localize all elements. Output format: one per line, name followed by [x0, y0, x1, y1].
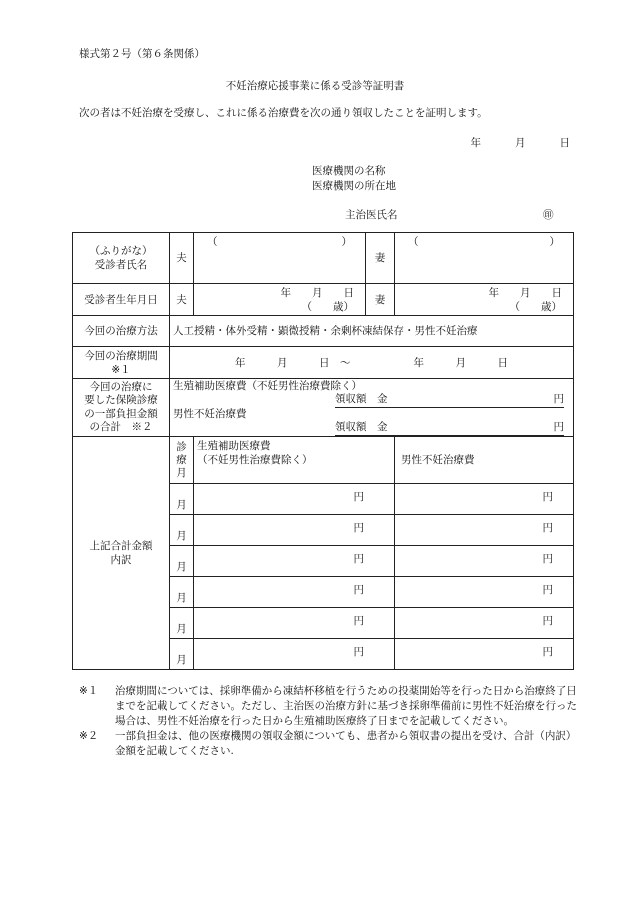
cost-label-line: の一部負担金額 — [84, 407, 158, 420]
paren-open: （ — [408, 236, 419, 248]
date-day: 日 — [559, 137, 570, 149]
patient-name-label: 受診者氏名 — [94, 259, 148, 271]
institution-address-label: 医療機関の所在地 — [312, 180, 396, 192]
male-column-header: 男性不妊治療費 — [395, 437, 574, 484]
husband-name-field[interactable] — [194, 233, 366, 284]
cost-row — [73, 379, 574, 437]
furigana-label: （ふりがな） — [89, 245, 153, 257]
husband-label: 夫 — [170, 233, 194, 284]
period-field[interactable]: 年 月 日 〜 年 月 日 — [170, 347, 574, 379]
wife-dob-field[interactable] — [395, 284, 574, 316]
paren-open: （ — [207, 236, 218, 248]
name-label — [73, 233, 170, 284]
month-label: 月 — [170, 546, 194, 577]
period-row — [73, 347, 574, 379]
breakdown-label-line2: 内訳 — [110, 554, 132, 566]
breakdown-label — [73, 437, 170, 670]
issue-date — [471, 135, 571, 150]
method-label: 今回の治療方法 — [73, 316, 170, 347]
art-amount-cell[interactable]: 円 — [194, 515, 395, 546]
date-month: 月 — [515, 137, 526, 149]
dob-age: （ 歳） — [509, 300, 562, 313]
intro-text: 次の者は不妊治療を受療し、これに係る治療費を次の通り領収したことを証明します。 — [79, 107, 488, 119]
month-label: 月 — [170, 577, 194, 608]
art-amount-cell[interactable]: 円 — [194, 639, 395, 670]
dob-label: 受診者生年月日 — [73, 284, 170, 316]
wife-label: 妻 — [366, 233, 395, 284]
footnote-text: 一部負担金は、他の医療機関の領収金額についても、患者から領収書の提出を受け、合計（内訳）金額を記載してください. — [115, 730, 577, 757]
cost-amount-male — [335, 421, 564, 436]
art-amount-cell[interactable]: 円 — [194, 484, 395, 515]
cost-label-line: 今回の治療に — [89, 380, 153, 393]
certificate-table — [72, 232, 574, 670]
yen-label: 円 — [553, 393, 564, 405]
institution-block — [312, 164, 396, 194]
cost-item-art: 生殖補助医療費（不妊男性治療費除く） — [173, 379, 362, 392]
cost-label-line: 要した保険診療 — [84, 394, 158, 406]
cost-label — [73, 379, 170, 437]
footnotes — [79, 684, 579, 759]
cost-field[interactable] — [170, 379, 574, 437]
wife-name-field[interactable] — [395, 233, 574, 284]
seal-mark: ㊞ — [543, 209, 554, 221]
name-row — [73, 233, 574, 284]
dob-row — [73, 284, 574, 316]
month-label: 月 — [170, 484, 194, 515]
art-header-line2: （不妊男性治療費除く） — [197, 454, 313, 466]
institution-name-label: 医療機関の名称 — [312, 165, 386, 177]
paren-close: ） — [549, 236, 560, 248]
footnote-mark: ※１ — [79, 685, 99, 697]
month-label: 月 — [170, 515, 194, 546]
art-amount-cell[interactable]: 円 — [194, 577, 395, 608]
male-amount-cell[interactable]: 円 — [395, 546, 574, 577]
male-amount-cell[interactable]: 円 — [395, 515, 574, 546]
method-row — [73, 316, 574, 347]
art-amount-cell[interactable]: 円 — [194, 546, 395, 577]
male-amount-cell[interactable]: 円 — [395, 577, 574, 608]
yen-label: 円 — [553, 421, 564, 433]
male-amount-cell[interactable]: 円 — [395, 484, 574, 515]
method-options[interactable]: 人工授精・体外受精・顕微授精・余剰杯凍結保存・男性不妊治療 — [170, 316, 574, 347]
footnote-2 — [79, 729, 579, 759]
cost-label-line: の合計 ※２ — [89, 421, 153, 433]
breakdown-label-line1: 上記合計金額 — [89, 540, 153, 552]
breakdown-header-row — [73, 437, 574, 484]
footnote-1 — [79, 684, 579, 729]
period-label-text: 今回の治療期間 — [84, 349, 158, 362]
wife-label: 妻 — [366, 284, 395, 316]
art-column-header — [194, 437, 395, 484]
month-label: 月 — [170, 639, 194, 670]
footnote-text: 治療期間については、採卵準備から凍結杯移植を行うための投薬開始等を行った日から治療終了日までを記載してください。ただし、主治医の治療方針に基づき採卵準備前に男性不妊治療を行った場合は、男性不妊治療を行った日から生殖補助医療終了日までを記載してください。 — [115, 685, 577, 727]
received-label: 領収額 金 — [335, 393, 388, 405]
period-label — [73, 347, 170, 379]
received-label: 領収額 金 — [335, 421, 388, 433]
month-label: 月 — [170, 608, 194, 639]
art-amount-cell[interactable]: 円 — [194, 608, 395, 639]
period-note-mark: ※１ — [111, 363, 131, 376]
cost-item-male: 男性不妊治療費 — [173, 407, 247, 420]
husband-dob-field[interactable] — [194, 284, 366, 316]
footnote-mark: ※２ — [79, 730, 99, 742]
male-amount-cell[interactable]: 円 — [395, 639, 574, 670]
dob-ymd: 年 月 日 — [280, 286, 354, 299]
form-number: 様式第２号（第６条関係） — [79, 48, 205, 60]
dob-ymd: 年 月 日 — [488, 286, 562, 299]
paren-close: ） — [341, 236, 352, 248]
cost-amount-art — [335, 393, 564, 408]
month-header: 診療月 — [170, 437, 194, 484]
date-year: 年 — [470, 137, 481, 149]
document-title: 不妊治療応援事業に係る受診等証明書 — [225, 80, 405, 92]
art-header-line1: 生殖補助医療費 — [197, 440, 271, 452]
male-amount-cell[interactable]: 円 — [395, 608, 574, 639]
doctor-name-label: 主治医氏名 — [345, 209, 398, 221]
husband-label: 夫 — [170, 284, 194, 316]
dob-age: （ 歳） — [301, 300, 354, 313]
